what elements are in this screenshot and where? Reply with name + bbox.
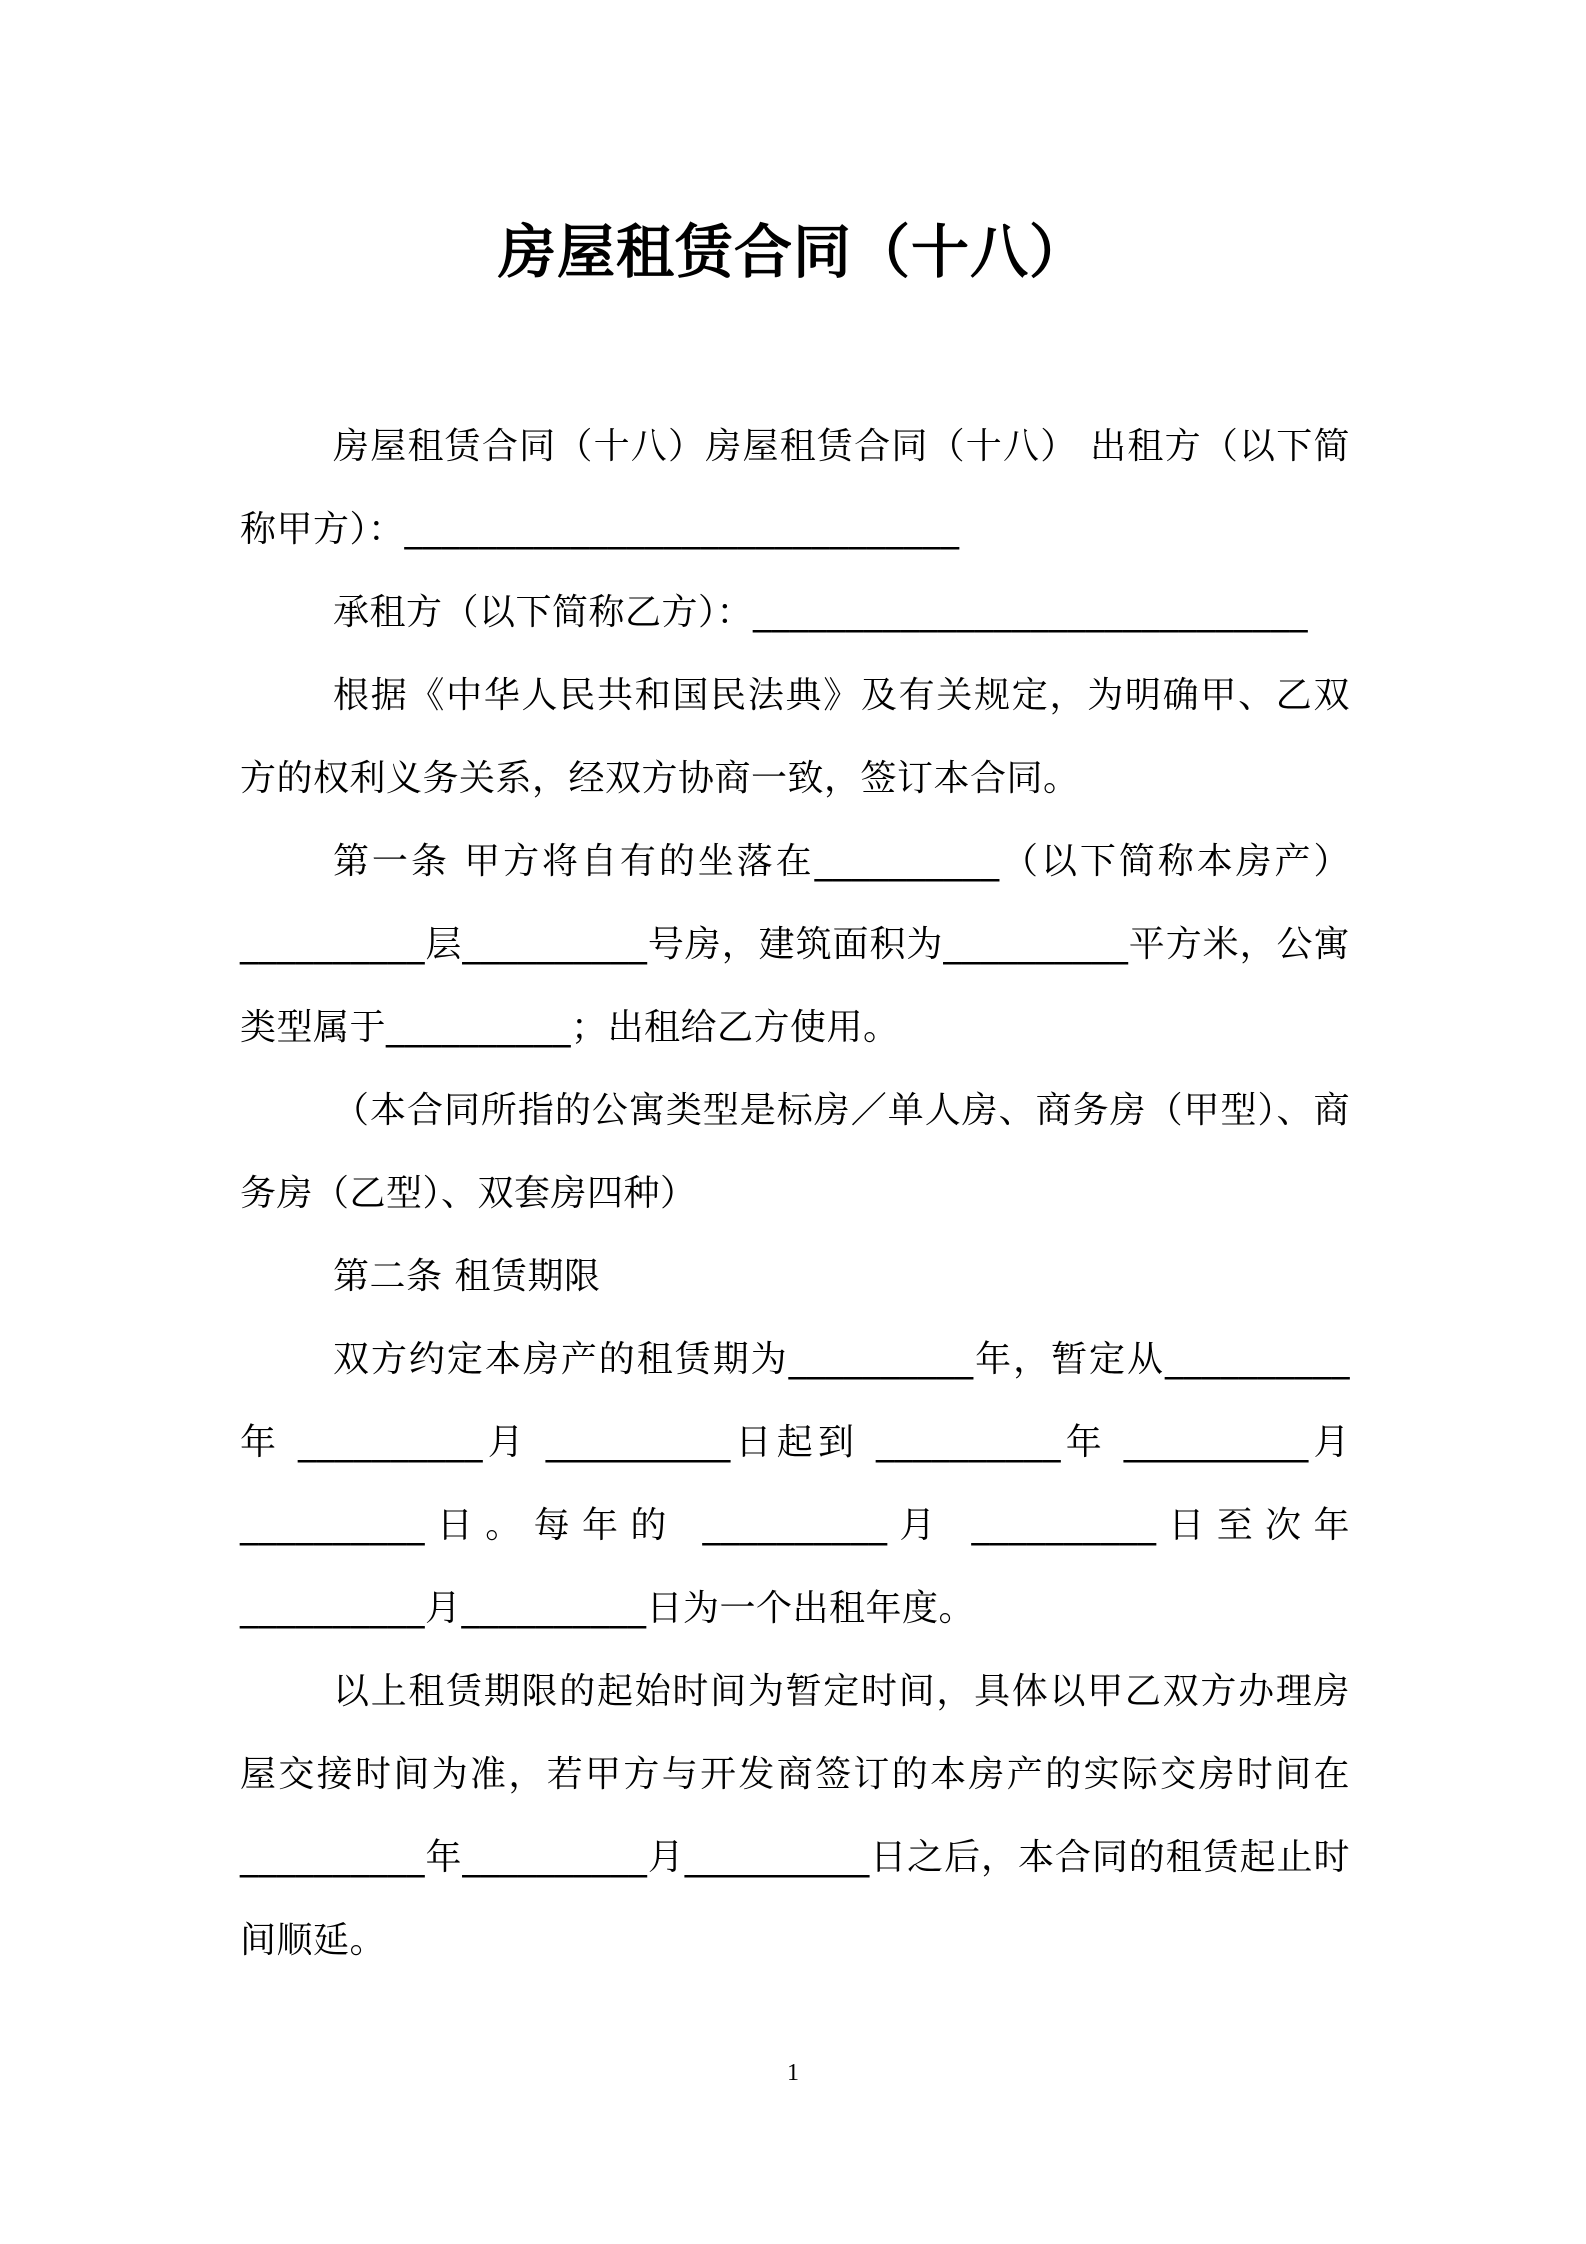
document-title: 房屋租赁合同（十八） <box>497 218 1088 286</box>
paragraph-parties-lessee: 承租方（以下简称乙方）：______________________________ <box>333 592 1309 633</box>
paragraph-start-time: 以上租赁期限的起始时间为暂定时间，具体以甲乙双方办理房屋交接时间为准，若甲方与开发商签订的本房产的实际交房时间在__________年__________月__________日之后，本合同的租赁起止时间顺延。 <box>240 1671 1350 1961</box>
page-number: 1 <box>787 2060 799 2086</box>
paragraph-article-1: 第一条 甲方将自有的坐落在__________（以下简称本房产）__________层__________号房，建筑面积为__________平方米，公寓类型属于__________；出租给乙方使用。 <box>240 841 1350 1048</box>
document-body <box>240 405 1350 1982</box>
paragraph-article-2-heading: 第二条 租赁期限 <box>333 1256 601 1297</box>
paragraph-parties-lessor: 房屋租赁合同（十八）房屋租赁合同（十八） 出租方（以下简称甲方）：______________________________ <box>240 426 1350 550</box>
paragraph-lease-term: 双方约定本房产的租赁期为__________年，暂定从__________年 __________月 __________日起到 __________年 __________月 __________日。每年的 __________月 __________日至次年 __________月__________日为一个出租年度。 <box>240 1339 1350 1629</box>
paragraph-apartment-types-note: （本合同所指的公寓类型是标房／单人房、商务房（甲型）、商务房（乙型）、双套房四种） <box>240 1090 1350 1214</box>
paragraph-preamble: 根据《中华人民共和国民法典》及有关规定，为明确甲、乙双方的权利义务关系，经双方协商一致，签订本合同。 <box>240 675 1350 799</box>
